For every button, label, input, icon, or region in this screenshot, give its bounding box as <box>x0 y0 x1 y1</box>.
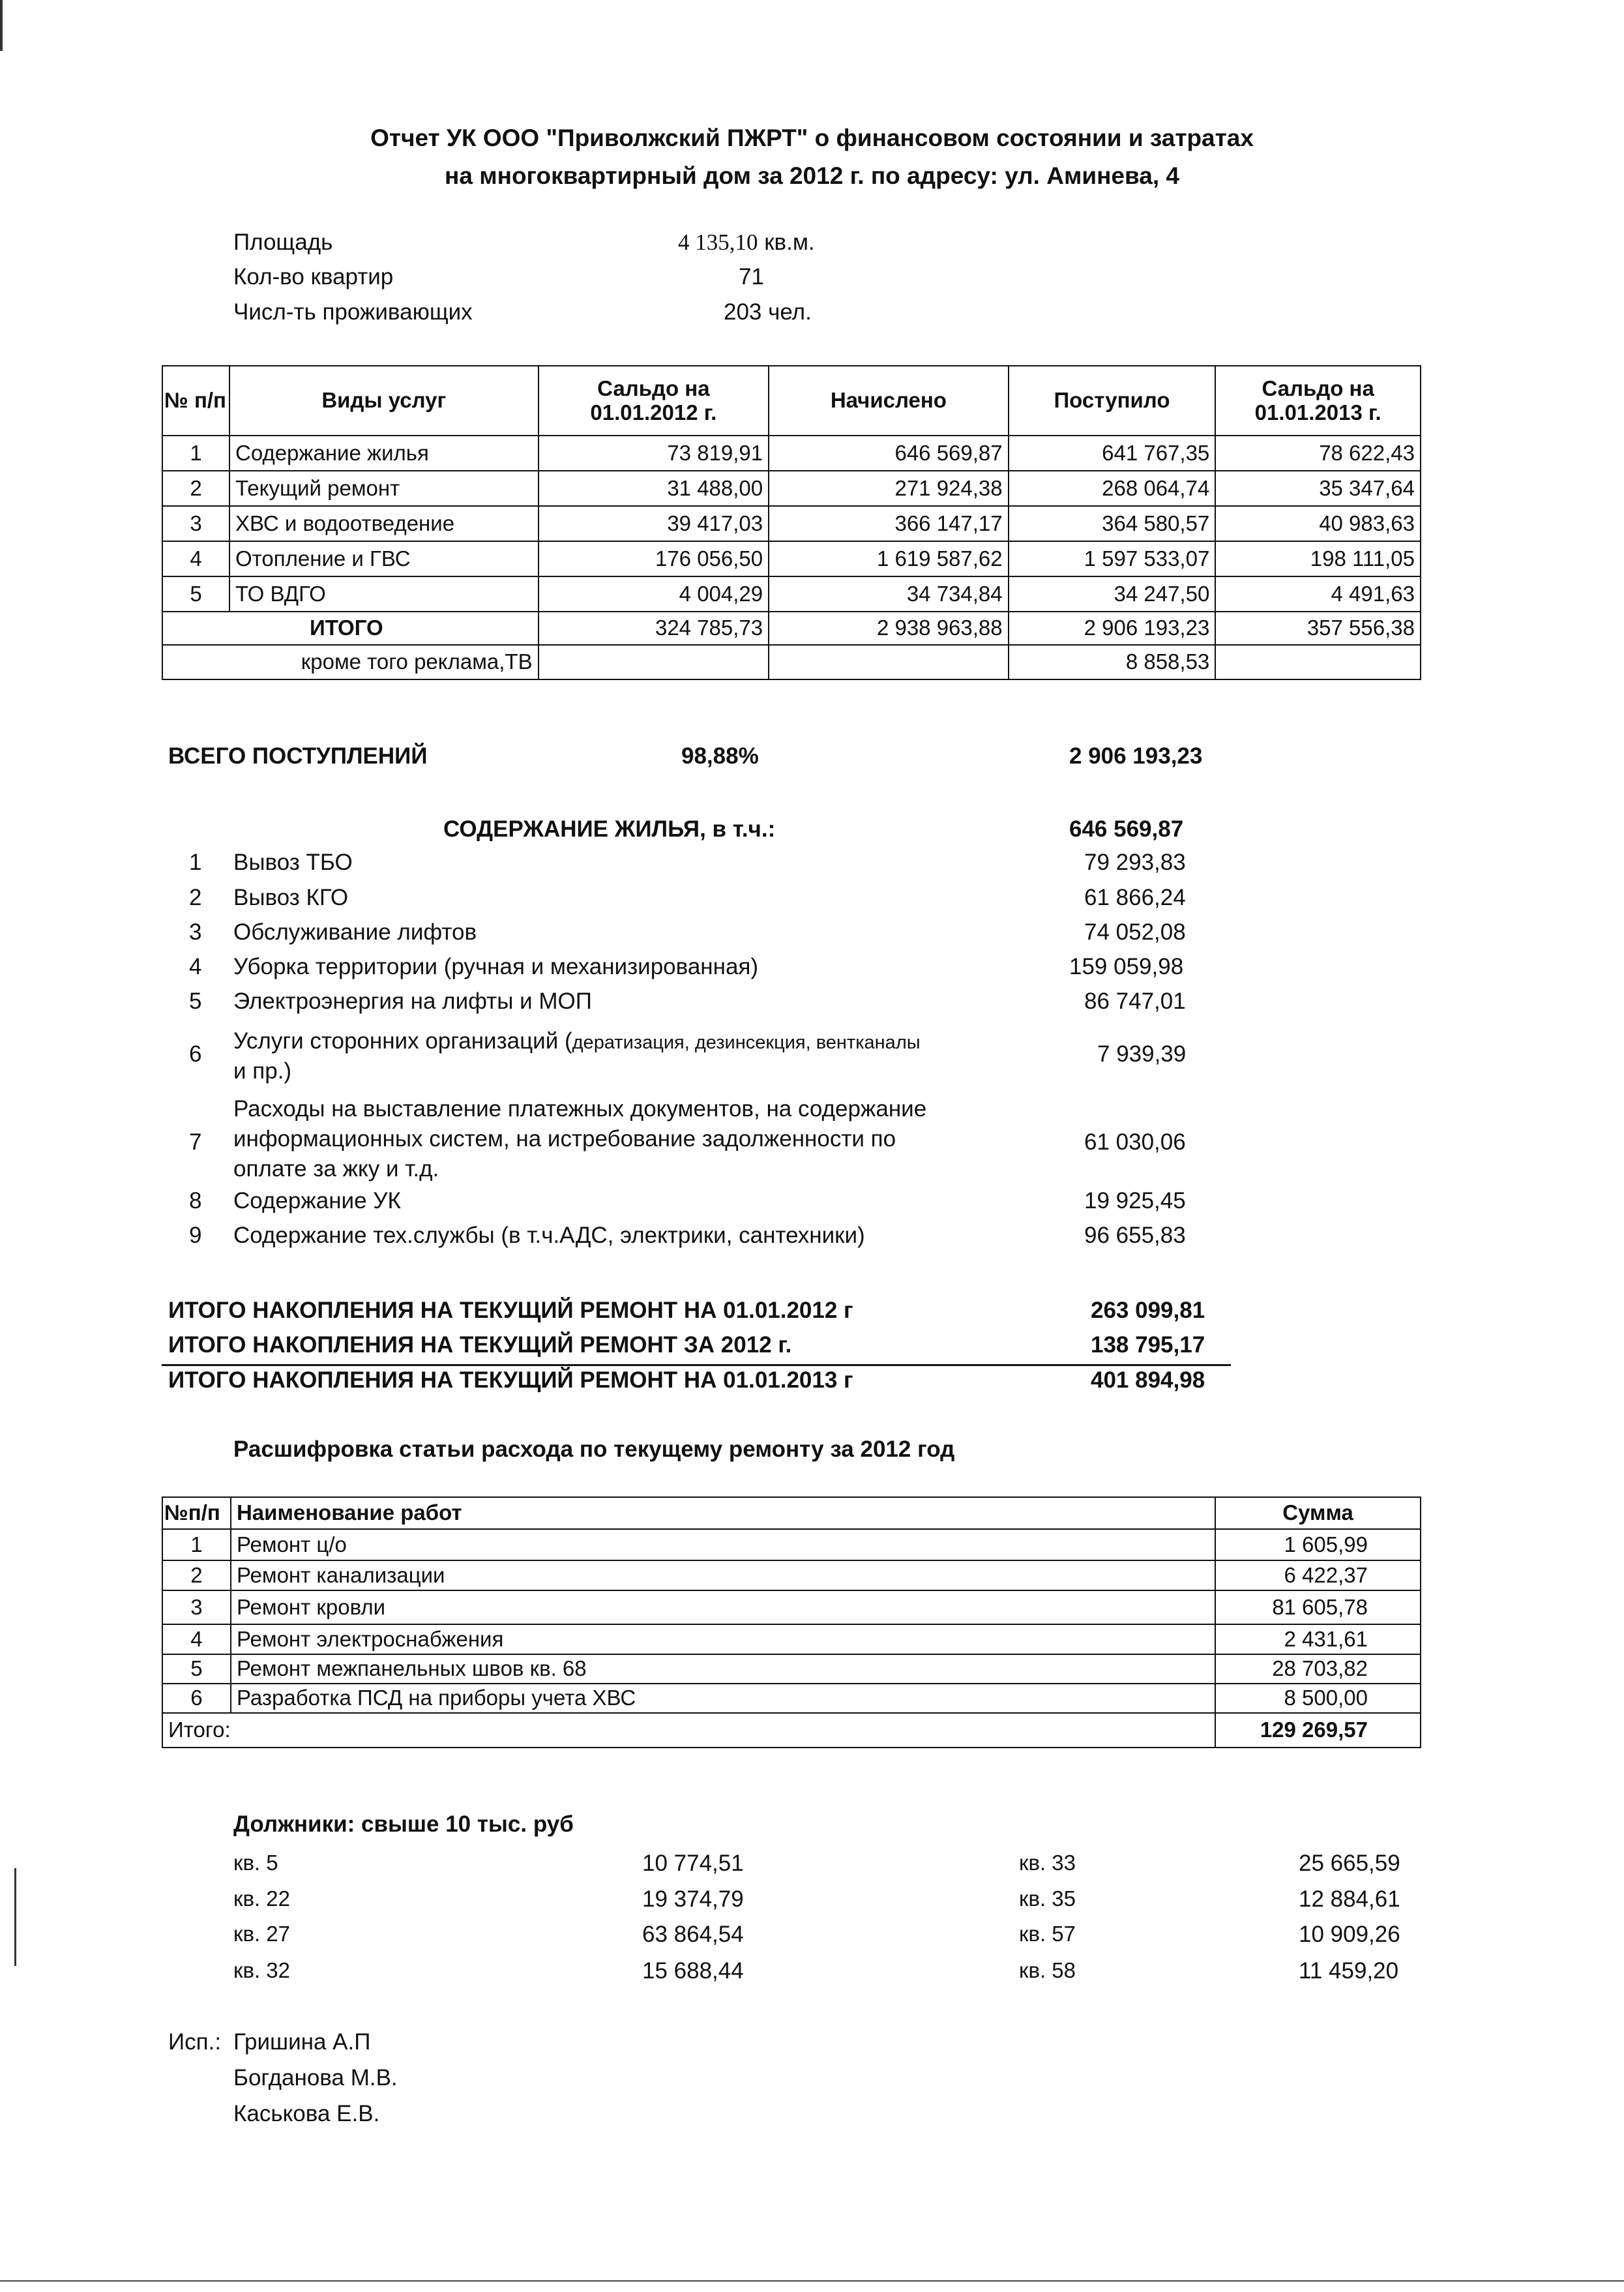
table-row: 1 Ремонт ц/о 1 605,99 <box>162 1529 1421 1560</box>
table-total-row: ИТОГО 324 785,73 2 938 963,88 2 906 193,23 357 556,38 <box>162 612 1421 645</box>
debtor-apartment: кв. 32 <box>233 1958 291 1982</box>
total-receipts-label: ВСЕГО ПОСТУПЛЕНИЙ <box>168 743 428 769</box>
table-total-row: Итого: 129 269,57 <box>162 1713 1421 1748</box>
list-item-amount: 19 925,45 <box>1084 1188 1186 1213</box>
repair-breakdown-title: Расшифровка статьи расхода по текущему ремонту за 2012 год <box>233 1436 955 1462</box>
residents-value: 203 чел. <box>724 299 812 325</box>
table-row: 2 Текущий ремонт 31 488,00 271 924,38 268 064,74 35 347,64 <box>162 471 1421 506</box>
services-table <box>162 365 1421 680</box>
col-header-sum: Сумма <box>1215 1497 1421 1529</box>
list-item-name: Услуги сторонних организаций (дератизация, дезинсекция, вентканалы и пр.) <box>233 1028 921 1084</box>
apartments-label: Кол-во квартир <box>233 264 394 290</box>
list-item-number: 8 <box>189 1188 202 1213</box>
col-header-received: Поступило <box>1009 366 1216 436</box>
list-item-number: 3 <box>189 919 202 945</box>
debtors-title: Должники: свыше 10 тыс. руб <box>233 1811 574 1837</box>
total-receipts-amount: 2 906 193,23 <box>1069 743 1203 769</box>
debtor-apartment: кв. 58 <box>1019 1958 1076 1982</box>
table-row: 3 Ремонт кровли 81 605,78 <box>162 1590 1421 1624</box>
list-item-number: 4 <box>189 954 202 979</box>
list-item-name: Вывоз КГО <box>233 885 349 910</box>
list-item-number: 5 <box>189 989 202 1014</box>
table-row: 4 Ремонт электроснабжения 2 431,61 <box>162 1624 1421 1654</box>
list-item-amount: 61 866,24 <box>1084 885 1186 910</box>
col-header-saldo-start: Сальдо на 01.01.2012 г. <box>539 366 769 436</box>
debtor-apartment: кв. 35 <box>1019 1886 1076 1911</box>
col-header-charged: Начислено <box>769 366 1009 436</box>
debtor-amount: 10 774,51 <box>642 1851 744 1876</box>
repair-total-amount: 263 099,81 <box>1091 1298 1205 1323</box>
table-row: 1 Содержание жилья 73 819,91 646 569,87 641 767,35 78 622,43 <box>162 436 1421 471</box>
apartments-value: 71 <box>739 264 764 290</box>
total-receipts-percent: 98,88% <box>681 743 759 769</box>
list-item-number: 6 <box>189 1041 202 1067</box>
debtor-amount: 12 884,61 <box>1299 1886 1400 1912</box>
debtor-apartment: кв. 57 <box>1019 1922 1076 1946</box>
list-item-number: 9 <box>189 1223 202 1248</box>
repair-total-amount: 401 894,98 <box>1091 1367 1205 1393</box>
bottom-scan-line <box>0 2280 1624 2282</box>
executors-label: Исп.: <box>168 2029 222 2055</box>
report-title-line2: на многоквартирный дом за 2012 г. по адресу: ул. Аминева, 4 <box>445 162 1179 189</box>
area-label: Площадь <box>233 230 333 255</box>
debtor-amount: 19 374,79 <box>642 1886 744 1912</box>
table-row: 5 ТО ВДГО 4 004,29 34 734,84 34 247,50 4 491,63 <box>162 576 1421 612</box>
repair-total-amount: 138 795,17 <box>1091 1332 1205 1358</box>
list-item-amount: 96 655,83 <box>1084 1223 1186 1248</box>
report-title-line1: Отчет УК ООО "Приволжский ПЖРТ" о финансовом состоянии и затратах <box>370 125 1254 151</box>
repair-breakdown-table <box>162 1496 1421 1748</box>
debtor-amount: 11 459,20 <box>1299 1958 1399 1984</box>
col-header-work-name: Наименование работ <box>231 1497 1215 1529</box>
table-extra-row: кроме того реклама,ТВ 8 858,53 <box>162 645 1421 679</box>
table-header-row <box>162 1497 1421 1529</box>
list-item-amount: 7 939,39 <box>1097 1041 1187 1067</box>
debtor-apartment: кв. 33 <box>1019 1851 1076 1875</box>
area-value: 4 135,10 кв.м. <box>678 230 815 255</box>
repair-total-label: ИТОГО НАКОПЛЕНИЯ НА ТЕКУЩИЙ РЕМОНТ ЗА 2012 г. <box>168 1332 792 1358</box>
list-item-name: Электроэнергия на лифты и МОП <box>233 989 592 1014</box>
list-item-amount: 74 052,08 <box>1084 919 1186 945</box>
debtor-apartment: кв. 5 <box>233 1851 278 1875</box>
residents-label: Числ-ть проживающих <box>233 299 473 325</box>
scan-edge-mark <box>14 1868 16 1966</box>
debtor-amount: 15 688,44 <box>642 1958 744 1984</box>
executor-name: Каськова Е.В. <box>233 2101 380 2126</box>
col-header-saldo-end: Сальдо на 01.01.2013 г. <box>1215 366 1421 436</box>
list-item-number: 1 <box>189 850 202 875</box>
col-header-number: №п/п <box>162 1497 231 1529</box>
table-row: 3 ХВС и водоотведение 39 417,03 366 147,17 364 580,57 40 983,63 <box>162 506 1421 541</box>
executor-name: Гришина А.П <box>233 2029 371 2055</box>
executor-name: Богданова М.В. <box>233 2065 398 2091</box>
divider-line <box>162 1364 1231 1366</box>
repair-total-label: ИТОГО НАКОПЛЕНИЯ НА ТЕКУЩИЙ РЕМОНТ НА 01.01.2012 г <box>168 1298 853 1323</box>
scan-edge-mark <box>0 0 3 51</box>
list-item-name: Расходы на выставление платежных документов, на содержание информационных систем, на истребование задолженности по оплате за жку и т.д. <box>233 1096 927 1182</box>
debtor-amount: 10 909,26 <box>1299 1922 1400 1947</box>
col-header-service: Виды услуг <box>229 366 539 436</box>
debtor-apartment: кв. 27 <box>233 1922 291 1946</box>
list-item-name: Содержание УК <box>233 1188 401 1213</box>
debtor-amount: 63 864,54 <box>642 1922 744 1947</box>
list-item-number: 2 <box>189 885 202 910</box>
debtor-amount: 25 665,59 <box>1299 1851 1400 1876</box>
table-header-row <box>162 366 1421 436</box>
table-row: 6 Разработка ПСД на приборы учета ХВС 8 500,00 <box>162 1684 1421 1713</box>
maintenance-heading: СОДЕРЖАНИЕ ЖИЛЬЯ, в т.ч.: <box>443 816 776 842</box>
list-item-number: 7 <box>189 1129 202 1155</box>
list-item-name: Содержание тех.службы (в т.ч.АДС, электрики, сантехники) <box>233 1223 865 1248</box>
list-item-name: Вывоз ТБО <box>233 850 353 875</box>
list-item-amount: 159 059,98 <box>1069 954 1184 979</box>
list-item-amount: 79 293,83 <box>1084 850 1186 875</box>
list-item-amount: 86 747,01 <box>1084 989 1186 1014</box>
repair-total-label: ИТОГО НАКОПЛЕНИЯ НА ТЕКУЩИЙ РЕМОНТ НА 01.01.2013 г <box>168 1367 853 1393</box>
list-item-name: Обслуживание лифтов <box>233 919 477 945</box>
table-row: 4 Отопление и ГВС 176 056,50 1 619 587,62 1 597 533,07 198 111,05 <box>162 541 1421 576</box>
list-item-name: Уборка территории (ручная и механизированная) <box>233 954 759 979</box>
list-item-amount: 61 030,06 <box>1084 1129 1186 1155</box>
debtor-apartment: кв. 22 <box>233 1886 291 1911</box>
table-row: 2 Ремонт канализации 6 422,37 <box>162 1560 1421 1590</box>
col-header-number: № п/п <box>162 366 229 436</box>
maintenance-heading-amount: 646 569,87 <box>1069 816 1184 842</box>
table-row: 5 Ремонт межпанельных швов кв. 68 28 703,82 <box>162 1654 1421 1684</box>
